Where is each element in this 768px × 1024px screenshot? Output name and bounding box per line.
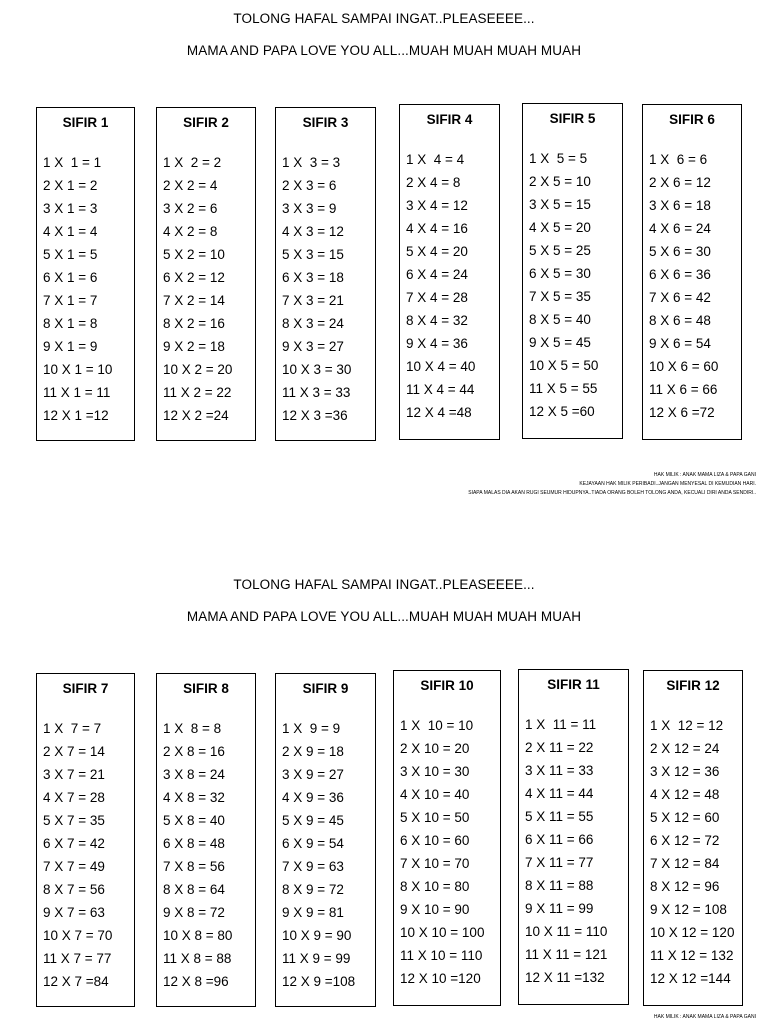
- sifir-row: 1 X 3 = 3: [282, 155, 341, 170]
- sifir-row: 2 X 3 = 6: [282, 178, 337, 193]
- sifir-rows: [276, 151, 375, 427]
- sifir-row: 11 X 12 = 132: [650, 948, 734, 963]
- sifir-row: 9 X 7 = 63: [43, 905, 105, 920]
- sifir-row: 12 X 6 =72: [649, 405, 715, 420]
- sifir-rows: [523, 147, 622, 423]
- sifir-row: 1 X 11 = 11: [525, 717, 597, 732]
- sifir-row: 4 X 10 = 40: [400, 787, 470, 802]
- sifir-row: 6 X 6 = 36: [649, 267, 711, 282]
- sifir-title: SIFIR 7: [62, 681, 109, 696]
- sifir-title: SIFIR 5: [549, 111, 596, 126]
- sifir-row: 11 X 7 = 77: [43, 951, 112, 966]
- sifir-title: SIFIR 2: [183, 115, 229, 130]
- sifir-row: 10 X 9 = 90: [282, 928, 352, 943]
- sifir-row: 2 X 4 = 8: [406, 175, 461, 190]
- sifir-row: 2 X 9 = 18: [282, 744, 344, 759]
- sifir-row: 3 X 12 = 36: [650, 764, 720, 779]
- sifir-title: SIFIR 8: [183, 681, 229, 696]
- sifir-row: 11 X 2 = 22: [163, 385, 232, 400]
- sifir-rows: [644, 714, 742, 990]
- sifir-row: 2 X 7 = 14: [43, 744, 105, 759]
- sifir-row: 2 X 5 = 10: [529, 174, 591, 189]
- sifir-row: 2 X 1 = 2: [43, 178, 98, 193]
- sifir-row: 8 X 7 = 56: [43, 882, 105, 897]
- sifir-row: 9 X 1 = 9: [43, 339, 98, 354]
- sifir-row: 10 X 5 = 50: [529, 358, 599, 373]
- sifir-row: 1 X 12 = 12: [650, 718, 724, 733]
- sifir-row: 7 X 7 = 49: [43, 859, 105, 874]
- sifir-row: 6 X 2 = 12: [163, 270, 225, 285]
- sifir-title: SIFIR 4: [426, 112, 473, 127]
- sifir-row: 7 X 5 = 35: [529, 289, 591, 304]
- sifir-row: 3 X 1 = 3: [43, 201, 98, 216]
- sifir-row: 11 X 3 = 33: [282, 385, 351, 400]
- sifir-row: 10 X 1 = 10: [43, 362, 113, 377]
- sifir-row: 8 X 5 = 40: [529, 312, 591, 327]
- sifir-row: 12 X 2 =24: [163, 408, 229, 423]
- sifir-row: 3 X 9 = 27: [282, 767, 344, 782]
- sifir-row: 9 X 8 = 72: [163, 905, 225, 920]
- sifir-rows: [276, 717, 375, 993]
- sifir-row: 3 X 7 = 21: [43, 767, 105, 782]
- sifir-row: 4 X 11 = 44: [525, 786, 594, 801]
- heading-hafal: TOLONG HAFAL SAMPAI INGAT..PLEASEEEE...: [233, 11, 535, 26]
- sifir-rows: [519, 713, 628, 989]
- sifir-7-table: [36, 673, 135, 1007]
- sifir-2-table: [156, 107, 256, 441]
- sifir-row: 5 X 3 = 15: [282, 247, 344, 262]
- sifir-row: 3 X 11 = 33: [525, 763, 594, 778]
- sifir-row: 4 X 4 = 16: [406, 221, 468, 236]
- sifir-row: 6 X 9 = 54: [282, 836, 344, 851]
- sifir-row: 1 X 1 = 1: [43, 155, 102, 170]
- sifir-11-table: [518, 669, 629, 1005]
- sifir-row: 9 X 6 = 54: [649, 336, 711, 351]
- sifir-row: 9 X 9 = 81: [282, 905, 344, 920]
- sifir-12-table: [643, 670, 743, 1006]
- sifir-row: 1 X 7 = 7: [43, 721, 102, 736]
- sifir-row: 7 X 11 = 77: [525, 855, 594, 870]
- sifir-row: 10 X 6 = 60: [649, 359, 719, 374]
- sifir-row: 3 X 5 = 15: [529, 197, 591, 212]
- sifir-rows: [400, 148, 499, 424]
- sifir-row: 3 X 2 = 6: [163, 201, 218, 216]
- sifir-row: 1 X 9 = 9: [282, 721, 341, 736]
- sifir-row: 11 X 8 = 88: [163, 951, 232, 966]
- sifir-row: 5 X 1 = 5: [43, 247, 98, 262]
- sifir-row: 8 X 10 = 80: [400, 879, 470, 894]
- sifir-row: 7 X 4 = 28: [406, 290, 468, 305]
- sifir-title: SIFIR 1: [62, 115, 109, 130]
- sifir-title: SIFIR 9: [302, 681, 349, 696]
- sifir-row: 7 X 10 = 70: [400, 856, 470, 871]
- sifir-row: 10 X 7 = 70: [43, 928, 113, 943]
- sifir-row: 3 X 10 = 30: [400, 764, 470, 779]
- sifir-row: 5 X 6 = 30: [649, 244, 711, 259]
- sifir-row: 9 X 3 = 27: [282, 339, 344, 354]
- sifir-6-table: [642, 104, 742, 440]
- sifir-row: 7 X 6 = 42: [649, 290, 711, 305]
- sifir-row: 5 X 5 = 25: [529, 243, 591, 258]
- sifir-rows: [37, 151, 134, 427]
- sifir-row: 2 X 10 = 20: [400, 741, 470, 756]
- sifir-row: 9 X 10 = 90: [400, 902, 470, 917]
- sifir-rows: [643, 148, 741, 424]
- sifir-row: 12 X 7 =84: [43, 974, 109, 989]
- sifir-row: 12 X 4 =48: [406, 405, 472, 420]
- sifir-row: 5 X 12 = 60: [650, 810, 720, 825]
- sifir-row: 3 X 3 = 9: [282, 201, 337, 216]
- sifir-row: 8 X 9 = 72: [282, 882, 344, 897]
- sifir-row: 6 X 7 = 42: [43, 836, 105, 851]
- sifir-row: 4 X 8 = 32: [163, 790, 225, 805]
- sifir-row: 2 X 12 = 24: [650, 741, 720, 756]
- sifir-row: 7 X 9 = 63: [282, 859, 344, 874]
- sifir-row: 12 X 1 =12: [43, 408, 109, 423]
- sifir-row: 8 X 4 = 32: [406, 313, 468, 328]
- sifir-row: 1 X 10 = 10: [400, 718, 474, 733]
- heading-hafal: TOLONG HAFAL SAMPAI INGAT..PLEASEEEE...: [233, 577, 535, 592]
- sifir-row: 10 X 2 = 20: [163, 362, 233, 377]
- sifir-title: SIFIR 11: [547, 677, 600, 692]
- sifir-row: 1 X 8 = 8: [163, 721, 222, 736]
- sifir-row: 7 X 2 = 14: [163, 293, 225, 308]
- sifir-row: 6 X 3 = 18: [282, 270, 344, 285]
- sifir-row: 2 X 8 = 16: [163, 744, 225, 759]
- sifir-row: 5 X 7 = 35: [43, 813, 105, 828]
- sifir-row: 1 X 2 = 2: [163, 155, 222, 170]
- sifir-title: SIFIR 10: [420, 678, 474, 693]
- sifir-8-table: [156, 673, 256, 1007]
- sifir-row: 11 X 5 = 55: [529, 381, 598, 396]
- sifir-row: 10 X 11 = 110: [525, 924, 608, 939]
- sifir-row: 6 X 5 = 30: [529, 266, 591, 281]
- sifir-row: 8 X 12 = 96: [650, 879, 720, 894]
- sifir-row: 12 X 10 =120: [400, 971, 481, 986]
- sifir-row: 6 X 8 = 48: [163, 836, 225, 851]
- sifir-row: 12 X 9 =108: [282, 974, 356, 989]
- sifir-3-table: [275, 107, 376, 441]
- sifir-row: 11 X 11 = 121: [525, 947, 608, 962]
- sifir-row: 12 X 5 =60: [529, 404, 595, 419]
- sifir-row: 8 X 8 = 64: [163, 882, 225, 897]
- copyright-note: HAK MILIK : ANAK MAMA LIZA & PAPA GANI: [653, 472, 756, 478]
- sifir-row: 9 X 11 = 99: [525, 901, 594, 916]
- sifir-row: 6 X 11 = 66: [525, 832, 594, 847]
- sifir-row: 5 X 9 = 45: [282, 813, 344, 828]
- sifir-row: 10 X 3 = 30: [282, 362, 352, 377]
- sifir-rows: [157, 151, 255, 427]
- sifir-row: 8 X 2 = 16: [163, 316, 225, 331]
- sifir-row: 4 X 12 = 48: [650, 787, 720, 802]
- sifir-row: 6 X 1 = 6: [43, 270, 98, 285]
- sifir-row: 11 X 9 = 99: [282, 951, 351, 966]
- sifir-row: 4 X 7 = 28: [43, 790, 105, 805]
- sifir-row: 4 X 2 = 8: [163, 224, 218, 239]
- sifir-row: 8 X 3 = 24: [282, 316, 344, 331]
- sifir-row: 2 X 11 = 22: [525, 740, 594, 755]
- heading-love: MAMA AND PAPA LOVE YOU ALL...MUAH MUAH MUAH MUAH: [186, 609, 582, 624]
- sifir-row: 9 X 12 = 108: [650, 902, 727, 917]
- sifir-title: SIFIR 6: [669, 112, 715, 127]
- sifir-row: 12 X 12 =144: [650, 971, 731, 986]
- sifir-row: 6 X 12 = 72: [650, 833, 720, 848]
- sifir-row: 5 X 2 = 10: [163, 247, 225, 262]
- sifir-row: 10 X 10 = 100: [400, 925, 485, 940]
- sifir-title: SIFIR 12: [666, 678, 720, 693]
- sifir-row: 7 X 12 = 84: [650, 856, 720, 871]
- sifir-title: SIFIR 3: [302, 115, 349, 130]
- sifir-row: 2 X 2 = 4: [163, 178, 218, 193]
- sifir-10-table: [393, 670, 501, 1006]
- motivation-note: SIAPA MALAS DIA AKAN RUGI SEUMUR HIDUPNYA..TIADA ORANG BOLEH TOLONG ANDA, KECUALI DIRI ANDA SENDIRI..: [468, 490, 756, 496]
- sifir-rows: [394, 714, 500, 990]
- sifir-row: 3 X 6 = 18: [649, 198, 711, 213]
- sifir-row: 8 X 1 = 8: [43, 316, 98, 331]
- sifir-row: 1 X 5 = 5: [529, 151, 588, 166]
- sifir-row: 5 X 10 = 50: [400, 810, 470, 825]
- sifir-row: 4 X 6 = 24: [649, 221, 711, 236]
- sifir-row: 4 X 5 = 20: [529, 220, 591, 235]
- sifir-row: 5 X 4 = 20: [406, 244, 468, 259]
- sifir-row: 11 X 10 = 110: [400, 948, 483, 963]
- sifir-row: 11 X 4 = 44: [406, 382, 475, 397]
- sifir-rows: [37, 717, 134, 993]
- sifir-row: 12 X 8 =96: [163, 974, 229, 989]
- sifir-row: 5 X 8 = 40: [163, 813, 225, 828]
- sifir-row: 10 X 8 = 80: [163, 928, 233, 943]
- sifir-rows: [157, 717, 255, 993]
- copyright-note: HAK MILIK : ANAK MAMA LIZA & PAPA GANI: [653, 1014, 756, 1020]
- sifir-row: 1 X 6 = 6: [649, 152, 708, 167]
- sifir-row: 9 X 4 = 36: [406, 336, 468, 351]
- sifir-row: 4 X 3 = 12: [282, 224, 344, 239]
- sifir-9-table: [275, 673, 376, 1007]
- sifir-row: 8 X 6 = 48: [649, 313, 711, 328]
- sifir-row: 3 X 8 = 24: [163, 767, 225, 782]
- sifir-row: 7 X 1 = 7: [43, 293, 98, 308]
- sifir-row: 10 X 4 = 40: [406, 359, 476, 374]
- sifir-row: 9 X 2 = 18: [163, 339, 225, 354]
- sifir-row: 11 X 1 = 11: [43, 385, 111, 400]
- sifir-row: 9 X 5 = 45: [529, 335, 591, 350]
- sifir-row: 5 X 11 = 55: [525, 809, 594, 824]
- sifir-row: 1 X 4 = 4: [406, 152, 465, 167]
- sifir-row: 6 X 10 = 60: [400, 833, 470, 848]
- sifir-1-table: [36, 107, 135, 441]
- sifir-row: 3 X 4 = 12: [406, 198, 468, 213]
- sifir-row: 12 X 3 =36: [282, 408, 348, 423]
- sifir-4-table: [399, 104, 500, 440]
- sifir-row: 7 X 3 = 21: [282, 293, 344, 308]
- sifir-row: 4 X 1 = 4: [43, 224, 98, 239]
- sifir-row: 10 X 12 = 120: [650, 925, 735, 940]
- heading-love: MAMA AND PAPA LOVE YOU ALL...MUAH MUAH MUAH MUAH: [186, 43, 582, 58]
- sifir-row: 12 X 11 =132: [525, 970, 605, 985]
- sifir-row: 6 X 4 = 24: [406, 267, 468, 282]
- sifir-row: 8 X 11 = 88: [525, 878, 594, 893]
- sifir-row: 2 X 6 = 12: [649, 175, 711, 190]
- sifir-row: 11 X 6 = 66: [649, 382, 718, 397]
- sifir-row: 4 X 9 = 36: [282, 790, 344, 805]
- sifir-row: 7 X 8 = 56: [163, 859, 225, 874]
- sifir-5-table: [522, 103, 623, 439]
- success-note: KEJAYAAN HAK MILIK PERIBADI..JANGAN MENYESAL DI KEMUDIAN HARI.: [579, 481, 756, 487]
